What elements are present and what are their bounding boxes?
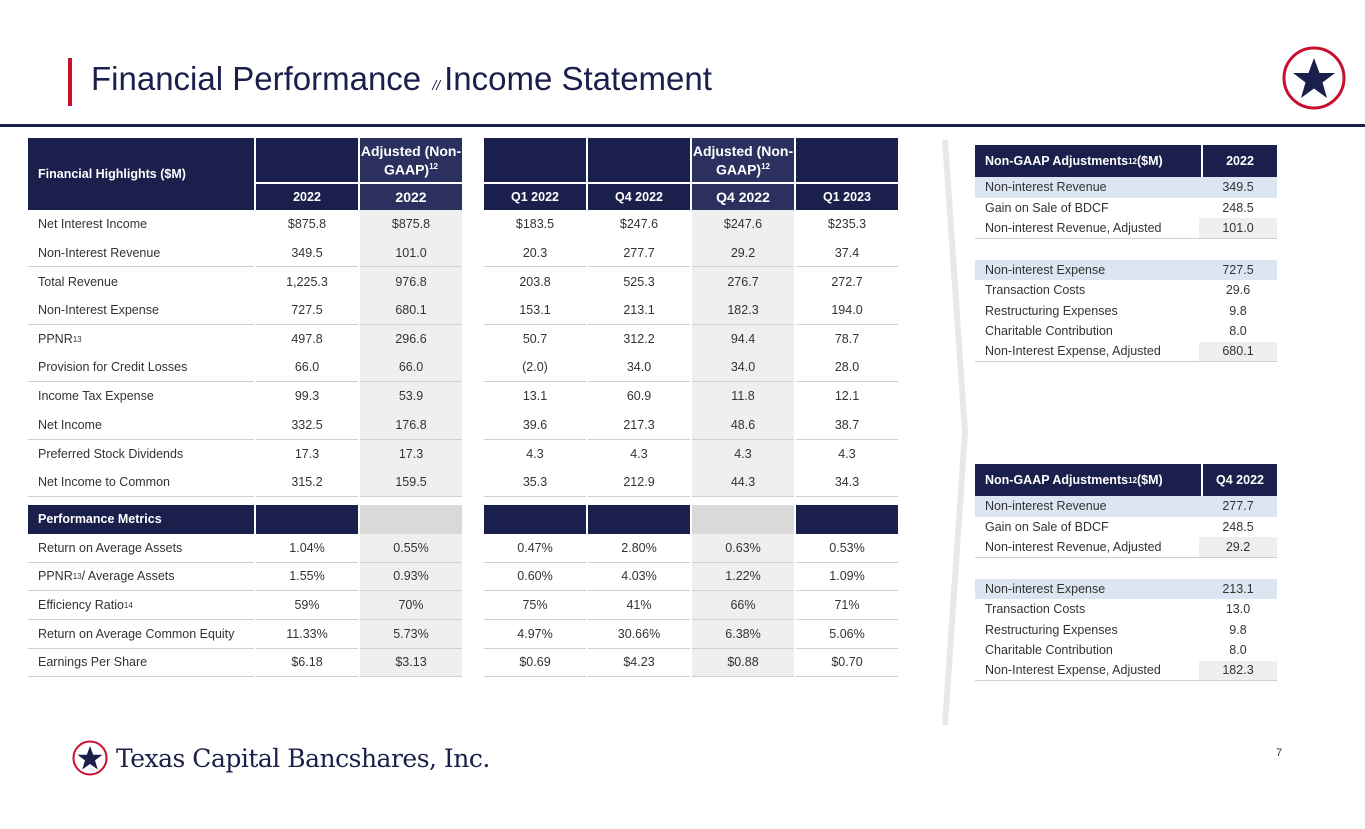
adj-row — [975, 280, 1277, 301]
adj-label: Non-Interest Expense, Adjusted — [985, 663, 1161, 678]
row-value: 176.8 — [360, 411, 462, 440]
row-label: Efficiency Ratio 14 — [28, 591, 254, 620]
adj-label: Gain on Sale of BDCF — [985, 200, 1109, 215]
row-value: 4.3 — [692, 440, 794, 469]
row-label: Non-Interest Expense — [28, 296, 254, 325]
header-blank — [256, 138, 358, 182]
adj-row — [975, 496, 1277, 517]
adj-value: 29.6 — [1225, 283, 1251, 298]
row-label: Net Interest Income — [38, 217, 148, 232]
adj-row — [975, 537, 1277, 558]
row-label: Preferred Stock Dividends — [38, 446, 184, 461]
row-value: 60.9 — [626, 389, 652, 404]
row-value: 680.1 — [360, 296, 462, 325]
row-value: 28.0 — [796, 353, 898, 382]
row-value: 101.0 — [360, 239, 462, 268]
adj-value: 8.0 — [1229, 324, 1247, 339]
period-header: Q4 2022 — [692, 184, 794, 210]
table-row — [28, 620, 898, 649]
header-blank — [588, 138, 690, 182]
row-label: PPNR 13 — [38, 332, 82, 347]
adj-row — [975, 218, 1277, 239]
row-value: 315.2 — [256, 468, 358, 497]
period-header: Q1 2023 — [796, 184, 898, 210]
table-row — [28, 440, 898, 469]
row-value: $247.6 — [619, 217, 659, 232]
corner-header: Financial Highlights ($M) — [28, 138, 254, 210]
row-value: 34.0 — [692, 353, 794, 382]
adj-label: Non-interest Expense — [985, 262, 1106, 277]
row-value: 4.3 — [630, 446, 648, 461]
row-value: 4.03% — [588, 563, 690, 592]
adj-label: Transaction Costs — [985, 283, 1086, 298]
row-value: 20.3 — [484, 239, 586, 268]
title-accent-bar — [68, 58, 72, 106]
row-value: $235.3 — [827, 217, 867, 232]
row-value: 35.3 — [484, 468, 586, 497]
row-value: 1.22% — [692, 563, 794, 592]
row-value: $0.70 — [796, 649, 898, 678]
adj-value: 213.1 — [1222, 581, 1254, 596]
adj-value: 727.5 — [1222, 262, 1254, 277]
adj-label: Restructuring Expenses — [985, 622, 1118, 637]
chevron-divider — [940, 140, 970, 725]
row-value: 48.6 — [692, 411, 794, 440]
adj-label: Non-Interest Expense, Adjusted — [985, 344, 1161, 359]
star-seal-icon — [1281, 46, 1347, 110]
row-value: $247.6 — [692, 210, 794, 239]
row-value: 5.73% — [360, 620, 462, 649]
row-label: PPNR 13 / Average Assets — [28, 563, 254, 592]
row-label: Net Income — [28, 411, 254, 440]
adj-value: 277.7 — [1222, 499, 1254, 514]
adj-row — [975, 177, 1277, 198]
row-value: 0.93% — [360, 563, 462, 592]
row-value: 1,225.3 — [286, 274, 328, 289]
row-value: 976.8 — [360, 267, 462, 296]
row-value: 2.80% — [588, 534, 690, 563]
row-value: $0.88 — [692, 649, 794, 678]
row-value: 0.53% — [796, 534, 898, 563]
header-blank — [484, 138, 586, 182]
adj-label: Non-interest Revenue, Adjusted — [985, 220, 1162, 235]
row-value: 6.38% — [692, 620, 794, 649]
row-value: 44.3 — [692, 468, 794, 497]
row-value: 29.2 — [692, 239, 794, 268]
row-value: $0.69 — [484, 649, 586, 678]
adj-row — [975, 661, 1277, 682]
header-blank — [256, 505, 358, 534]
adj-row — [975, 198, 1277, 219]
header-blank — [796, 505, 898, 534]
adj-row — [975, 599, 1277, 620]
row-value: 272.7 — [831, 274, 863, 289]
table-row — [28, 239, 898, 268]
row-value: 194.0 — [796, 296, 898, 325]
header-blank — [360, 505, 462, 534]
table-row — [28, 382, 898, 411]
row-value: 34.0 — [588, 353, 690, 382]
adj-value: 29.2 — [1199, 537, 1277, 557]
row-value: 1.55% — [256, 563, 358, 592]
table-row — [28, 563, 898, 592]
row-value: 296.6 — [360, 325, 462, 354]
row-value: 30.66% — [588, 620, 690, 649]
adj-row — [975, 321, 1277, 342]
performance-metrics-header: Performance Metrics — [28, 505, 254, 534]
adj-value: 182.3 — [1199, 661, 1277, 681]
adj-row — [975, 260, 1277, 281]
row-value: 41% — [588, 591, 690, 620]
row-value: 1.09% — [796, 563, 898, 592]
row-value: 70% — [360, 591, 462, 620]
row-value: 4.3 — [838, 446, 856, 461]
row-value: 182.3 — [692, 296, 794, 325]
adj-value: 9.8 — [1229, 622, 1247, 637]
row-value: 13.1 — [522, 389, 548, 404]
table-row — [28, 267, 898, 296]
row-value: 37.4 — [796, 239, 898, 268]
row-value: 0.55% — [360, 534, 462, 563]
header-blank — [692, 505, 794, 534]
row-value: 497.8 — [291, 332, 323, 347]
row-value: 213.1 — [588, 296, 690, 325]
row-value: 4.97% — [484, 620, 586, 649]
row-value: 5.06% — [796, 620, 898, 649]
header-blank — [484, 505, 586, 534]
row-value: 217.3 — [588, 411, 690, 440]
row-value: 312.2 — [623, 332, 655, 347]
adj-value: 101.0 — [1199, 218, 1277, 238]
row-value: 0.63% — [692, 534, 794, 563]
adj-row — [975, 301, 1277, 322]
table-row — [28, 296, 898, 325]
adj-row — [975, 620, 1277, 641]
row-value: 17.3 — [360, 440, 462, 469]
star-logo-icon — [72, 740, 108, 776]
adj-value: 248.5 — [1222, 519, 1254, 534]
header-adjusted: Adjusted (Non-GAAP)$^{12}$ — [360, 138, 462, 182]
adj-header-label: Non-GAAP Adjustments 12 ($M) — [985, 473, 1163, 487]
row-label: Net Income to Common — [28, 468, 254, 497]
header-blank — [588, 505, 690, 534]
adj-value: 248.5 — [1222, 200, 1254, 215]
table-row — [28, 534, 898, 563]
row-value: 203.8 — [519, 274, 551, 289]
row-value: 727.5 — [256, 296, 358, 325]
adj-header-period: 2022 — [1201, 145, 1277, 177]
row-value: 75% — [484, 591, 586, 620]
adj-label: Non-interest Revenue — [985, 499, 1107, 514]
period-header: 2022 — [360, 184, 462, 210]
adj-header-period: Q4 2022 — [1201, 464, 1277, 496]
row-value: $183.5 — [515, 217, 555, 232]
table-row — [28, 591, 898, 620]
row-value: 212.9 — [588, 468, 690, 497]
row-value: 0.60% — [484, 563, 586, 592]
row-value: 66% — [692, 591, 794, 620]
row-value: 525.3 — [623, 274, 655, 289]
adj-row — [975, 640, 1277, 661]
row-value: 1.04% — [256, 534, 358, 563]
row-value: 277.7 — [588, 239, 690, 268]
page-number: 7 — [1276, 747, 1283, 759]
non-gaap-adjustments-q4-2022-table — [975, 464, 1277, 681]
row-value: 59% — [256, 591, 358, 620]
adj-label: Charitable Contribution — [985, 324, 1113, 339]
table-row — [28, 411, 898, 440]
adj-row — [975, 579, 1277, 600]
adj-label: Gain on Sale of BDCF — [985, 519, 1109, 534]
row-value: 0.47% — [484, 534, 586, 563]
row-value: 159.5 — [360, 468, 462, 497]
row-value: 99.3 — [294, 389, 320, 404]
row-value: 11.8 — [692, 382, 794, 411]
row-value: (2.0) — [484, 353, 586, 382]
row-label: Return on Average Common Equity — [28, 620, 254, 649]
row-value: 332.5 — [256, 411, 358, 440]
period-header: 2022 — [256, 184, 358, 210]
adj-row — [975, 517, 1277, 538]
row-value: $875.8 — [360, 210, 462, 239]
company-logo — [72, 740, 490, 776]
row-value: $3.13 — [360, 649, 462, 678]
table-row — [28, 649, 898, 678]
row-value: 39.6 — [484, 411, 586, 440]
adj-header-label: Non-GAAP Adjustments 12 ($M) — [985, 154, 1163, 168]
row-label: Total Revenue — [38, 274, 118, 289]
adj-label: Non-interest Expense — [985, 581, 1106, 596]
adj-row — [975, 342, 1277, 363]
row-label: Non-Interest Revenue — [28, 239, 254, 268]
adj-label: Non-interest Revenue — [985, 180, 1107, 195]
header-blank — [796, 138, 898, 182]
row-value: 4.3 — [526, 446, 544, 461]
row-value: 11.33% — [256, 620, 358, 649]
row-value: 38.7 — [796, 411, 898, 440]
table-row — [28, 353, 898, 382]
row-value: 276.7 — [692, 267, 794, 296]
period-header: Q1 2022 — [484, 184, 586, 210]
adj-value: 9.8 — [1229, 303, 1247, 318]
row-value: 50.7 — [522, 332, 548, 347]
row-value: 12.1 — [834, 389, 860, 404]
row-label: Earnings Per Share — [28, 649, 254, 678]
adj-label: Non-interest Revenue, Adjusted — [985, 539, 1162, 554]
row-label: Return on Average Assets — [28, 534, 254, 563]
row-value: 53.9 — [360, 382, 462, 411]
row-label: Income Tax Expense — [38, 389, 154, 404]
row-value: 71% — [796, 591, 898, 620]
row-label: Provision for Credit Losses — [28, 353, 254, 382]
row-value: 153.1 — [484, 296, 586, 325]
header-rule — [0, 124, 1365, 127]
non-gaap-adjustments-2022-table — [975, 145, 1277, 362]
adj-value: 8.0 — [1229, 643, 1247, 658]
row-value: 66.0 — [256, 353, 358, 382]
row-value: 349.5 — [256, 239, 358, 268]
page-title: Financial Performance // Income Statement — [91, 60, 712, 97]
row-value: 17.3 — [294, 446, 320, 461]
period-header: Q4 2022 — [588, 184, 690, 210]
financial-highlights-table — [28, 138, 898, 677]
row-value: 34.3 — [796, 468, 898, 497]
table-row — [28, 210, 898, 239]
adj-label: Transaction Costs — [985, 602, 1086, 617]
row-value: $4.23 — [588, 649, 690, 678]
row-value: $875.8 — [287, 217, 327, 232]
table-row — [28, 468, 898, 497]
adj-value: 13.0 — [1225, 602, 1251, 617]
adj-label: Restructuring Expenses — [985, 303, 1118, 318]
row-value: 66.0 — [360, 353, 462, 382]
table-row — [28, 325, 898, 354]
company-name: Texas Capital Bancshares, Inc. — [116, 743, 490, 773]
header-adjusted: Adjusted (Non-GAAP)$^{12}$ — [692, 138, 794, 182]
row-value: 78.7 — [834, 332, 860, 347]
adj-label: Charitable Contribution — [985, 643, 1113, 658]
adj-value: 349.5 — [1222, 180, 1254, 195]
row-value: $6.18 — [256, 649, 358, 678]
row-value: 94.4 — [692, 325, 794, 354]
adj-value: 680.1 — [1199, 342, 1277, 362]
